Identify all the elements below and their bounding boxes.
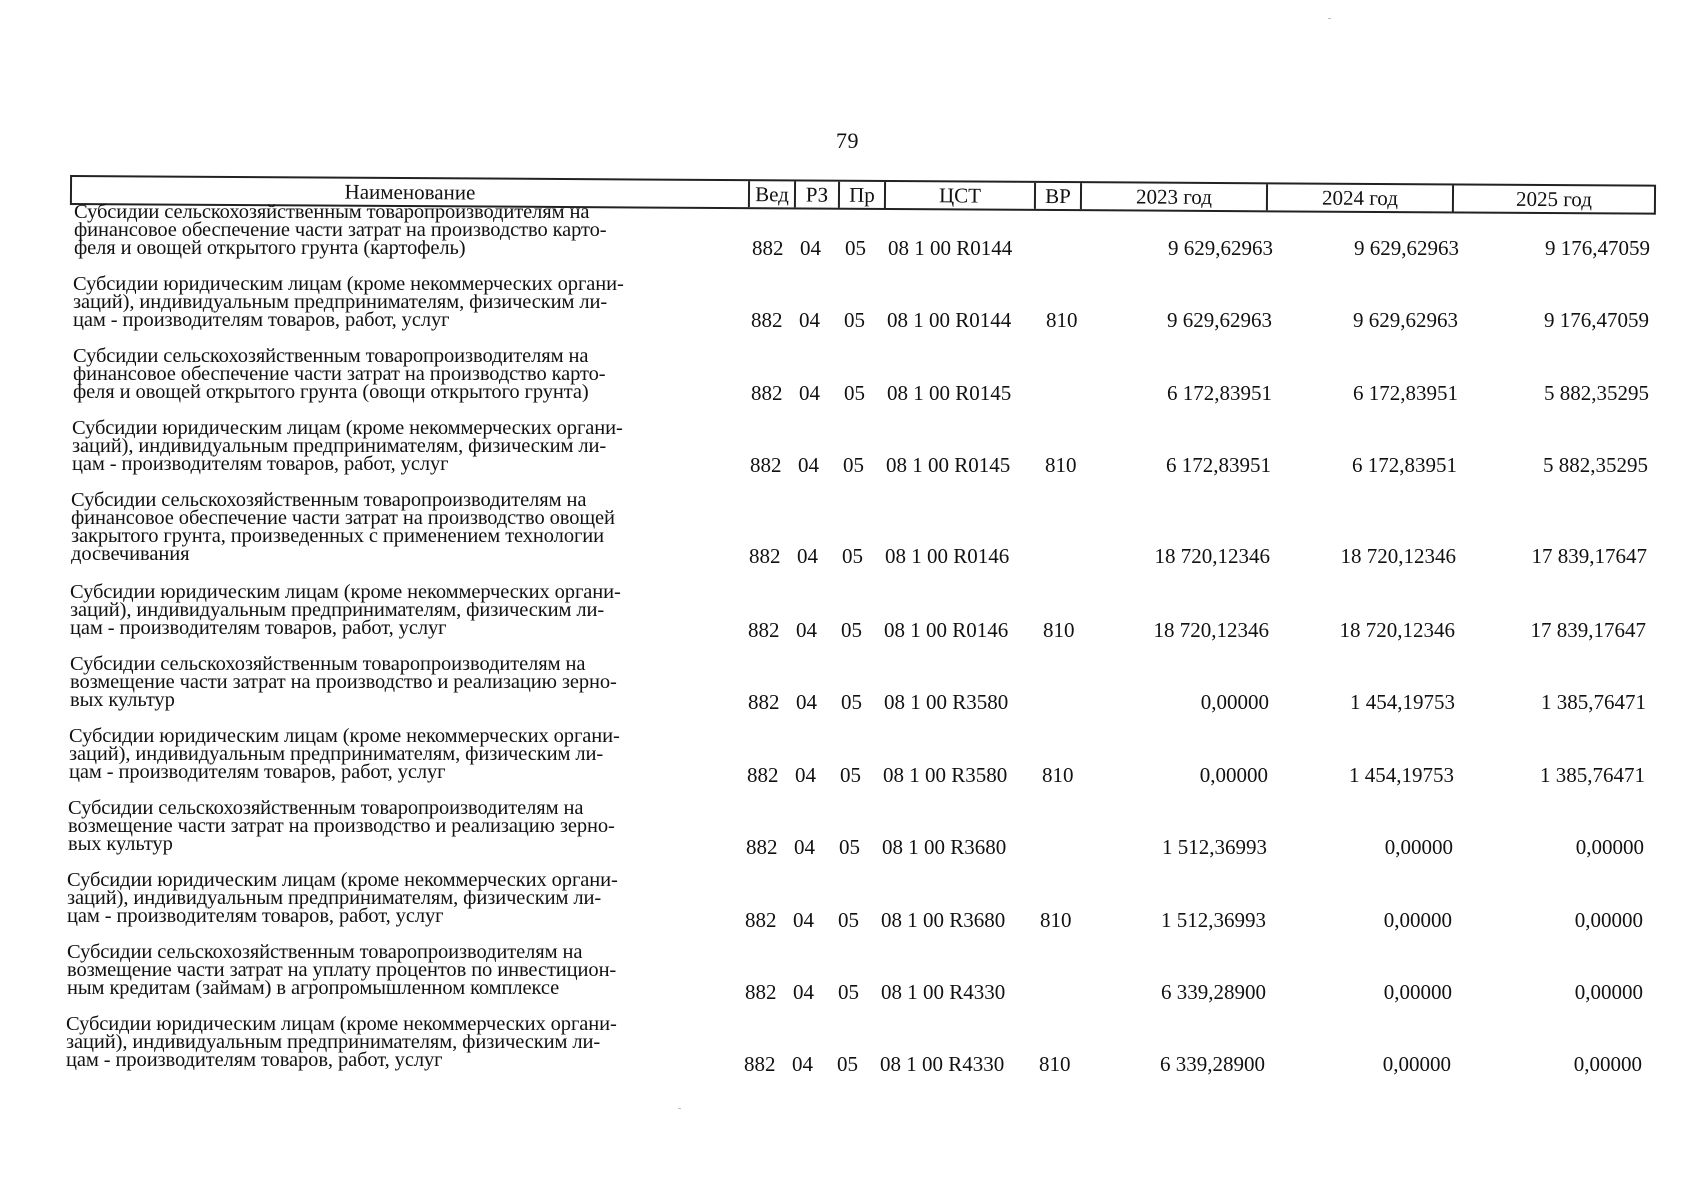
cell-cst: 08 1 00 R3680 xyxy=(881,907,1006,932)
header-2024: 2024 год xyxy=(1268,184,1454,211)
cell-2023: 6 172,83951 xyxy=(1166,453,1271,478)
cell-cst: 08 1 00 R0145 xyxy=(887,380,1012,405)
row-name-line: феля и овощей открытого грунта (овощи открытого грунта) xyxy=(73,381,589,403)
cell-cst: 08 1 00 R3580 xyxy=(883,762,1008,787)
row-name-line: возмещение части затрат на производство и реализацию зерно- xyxy=(70,671,617,693)
cell-ved: 882 xyxy=(745,907,777,932)
cell-2025: 9 176,47059 xyxy=(1545,236,1650,260)
cell-pr: 05 xyxy=(841,618,862,642)
cell-rz: 04 xyxy=(792,1052,813,1077)
table-row xyxy=(0,799,1695,871)
cell-cst: 08 1 00 R4330 xyxy=(881,980,1006,1004)
row-name-line: цам - производителям товаров, работ, услуг xyxy=(67,905,444,927)
table-row xyxy=(0,655,1695,727)
cell-rz: 04 xyxy=(795,762,816,787)
cell-2024: 0,00000 xyxy=(1383,907,1452,932)
row-name-line: вых культур xyxy=(68,833,173,855)
cell-vr: 810 xyxy=(1039,1052,1071,1077)
table-row xyxy=(0,583,1695,655)
cell-2025: 0,00000 xyxy=(1574,980,1643,1004)
cell-ved: 882 xyxy=(751,308,783,333)
cell-2024: 0,00000 xyxy=(1384,835,1453,860)
cell-vr: 810 xyxy=(1040,907,1072,932)
row-name-line: досвечивания xyxy=(71,543,190,565)
row-name xyxy=(67,943,747,997)
row-name xyxy=(71,491,751,563)
cell-ved: 882 xyxy=(747,762,779,787)
cell-ved: 882 xyxy=(751,380,783,405)
row-name xyxy=(73,347,753,401)
row-name-line: заций), индивидуальным предпринимателям, физическим ли- xyxy=(67,887,602,909)
cell-vr: 810 xyxy=(1046,308,1078,333)
row-name-line: Субсидии юридическим лицам (кроме некоммерческих органи- xyxy=(73,273,624,295)
header-2023: 2023 год xyxy=(1082,183,1268,210)
row-name-line: Субсидии юридическим лицам (кроме некоммерческих органи- xyxy=(66,1013,617,1035)
cell-pr: 05 xyxy=(845,236,866,260)
cell-pr: 05 xyxy=(844,308,865,333)
cell-2023: 1 512,36993 xyxy=(1162,835,1267,860)
cell-2023: 18 720,12346 xyxy=(1153,618,1269,642)
row-name xyxy=(70,655,750,709)
cell-pr: 05 xyxy=(841,690,862,715)
cell-ved: 882 xyxy=(745,980,777,1004)
cell-rz: 04 xyxy=(793,907,814,932)
cell-ved: 882 xyxy=(746,835,778,860)
cell-cst: 08 1 00 R3580 xyxy=(884,690,1009,715)
cell-pr: 05 xyxy=(843,453,864,478)
row-name-line: заций), индивидуальным предпринимателям, физическим ли- xyxy=(69,743,604,765)
row-name-line: вых культур xyxy=(70,689,175,711)
row-name-line: цам - производителям товаров, работ, услуг xyxy=(72,453,449,475)
table-row xyxy=(0,1015,1695,1087)
page-number: 79 xyxy=(836,128,859,153)
header-2025: 2025 год xyxy=(1515,186,1592,212)
cell-2023: 0,00000 xyxy=(1199,762,1268,787)
cell-rz: 04 xyxy=(799,380,820,405)
row-name-line: ным кредитам (займам) в агропромышленном комплексе xyxy=(67,977,560,999)
cell-rz: 04 xyxy=(794,835,815,860)
cell-pr: 05 xyxy=(838,980,859,1004)
header-vr: ВР xyxy=(1036,183,1082,209)
row-name-line: цам - производителям товаров, работ, услуг xyxy=(70,617,447,639)
row-name-line: феля и овощей открытого грунта (картофель) xyxy=(74,237,466,259)
cell-cst: 08 1 00 R3680 xyxy=(882,835,1007,860)
table-row xyxy=(0,727,1695,799)
row-name xyxy=(66,1015,746,1069)
cell-rz: 04 xyxy=(799,308,820,333)
row-name-line: финансовое обеспечение части затрат на производство карто- xyxy=(73,363,606,385)
row-name-line: Субсидии юридическим лицам (кроме некоммерческих органи- xyxy=(67,869,618,891)
header-ved: Вед xyxy=(750,181,796,207)
cell-2025: 0,00000 xyxy=(1575,835,1644,860)
cell-2023: 9 629,62963 xyxy=(1167,308,1272,333)
row-name-line: Субсидии сельскохозяйственным товаропроизводителям на xyxy=(74,201,590,223)
row-name xyxy=(69,727,749,781)
row-name-line: Субсидии юридическим лицам (кроме некоммерческих органи- xyxy=(69,725,620,747)
cell-vr: 810 xyxy=(1045,453,1077,478)
cell-ved: 882 xyxy=(749,543,781,568)
cell-2023: 0,00000 xyxy=(1200,690,1269,715)
cell-cst: 08 1 00 R0144 xyxy=(888,236,1013,260)
scan-speck xyxy=(1328,18,1331,19)
cell-ved: 882 xyxy=(750,453,782,478)
cell-2024: 18 720,12346 xyxy=(1339,618,1455,642)
cell-pr: 05 xyxy=(839,835,860,860)
row-name-line: финансовое обеспечение части затрат на производство овощей xyxy=(71,507,615,529)
row-name-line: Субсидии сельскохозяйственным товаропроизводителям на xyxy=(67,941,583,963)
cell-2025: 5 882,35295 xyxy=(1543,453,1648,478)
cell-ved: 882 xyxy=(752,236,784,260)
cell-2023: 1 512,36993 xyxy=(1161,907,1266,932)
cell-2024: 9 629,62963 xyxy=(1354,236,1459,260)
row-name-line: финансовое обеспечение части затрат на производство карто- xyxy=(74,219,607,241)
cell-2024: 6 172,83951 xyxy=(1353,380,1458,405)
cell-cst: 08 1 00 R0146 xyxy=(884,618,1009,642)
cell-pr: 05 xyxy=(844,380,865,405)
header-name: Наименование xyxy=(72,177,750,207)
row-name-line: возмещение части затрат на производство и реализацию зерно- xyxy=(68,815,615,837)
table-row xyxy=(0,203,1695,275)
row-name xyxy=(74,203,754,257)
row-name-line: цам - производителям товаров, работ, услуг xyxy=(69,761,446,783)
cell-2025: 17 839,17647 xyxy=(1531,543,1647,568)
row-name-line: Субсидии сельскохозяйственным товаропроизводителям на xyxy=(68,797,584,819)
row-name-line: Субсидии сельскохозяйственным товаропроизводителям на xyxy=(70,653,586,675)
table-row xyxy=(0,347,1695,419)
cell-2025: 17 839,17647 xyxy=(1530,618,1646,642)
cell-vr: 810 xyxy=(1043,618,1075,642)
header-cst: ЦСТ xyxy=(886,182,1036,209)
row-name-line: Субсидии юридическим лицам (кроме некоммерческих органи- xyxy=(70,581,621,603)
cell-pr: 05 xyxy=(837,1052,858,1077)
row-name-line: заций), индивидуальным предпринимателям, физическим ли- xyxy=(72,435,607,457)
cell-rz: 04 xyxy=(796,690,817,715)
table-row xyxy=(0,275,1695,347)
cell-2023: 6 339,28900 xyxy=(1160,1052,1265,1077)
cell-2025: 0,00000 xyxy=(1574,907,1643,932)
cell-rz: 04 xyxy=(796,618,817,642)
cell-2024: 0,00000 xyxy=(1383,980,1452,1004)
cell-2025: 1 385,76471 xyxy=(1540,762,1645,787)
cell-rz: 04 xyxy=(800,236,821,260)
cell-2024: 6 172,83951 xyxy=(1352,453,1457,478)
cell-pr: 05 xyxy=(842,543,863,568)
row-name xyxy=(72,419,752,473)
cell-cst: 08 1 00 R0146 xyxy=(885,543,1010,568)
scan-speck xyxy=(678,1108,681,1109)
row-name-line: цам - производителям товаров, работ, услуг xyxy=(73,309,450,331)
row-name-line: цам - производителям товаров, работ, услуг xyxy=(66,1049,443,1071)
cell-cst: 08 1 00 R0145 xyxy=(886,453,1011,478)
cell-rz: 04 xyxy=(793,980,814,1004)
cell-cst: 08 1 00 R4330 xyxy=(880,1052,1005,1077)
row-name-line: Субсидии сельскохозяйственным товаропроизводителям на xyxy=(71,489,587,511)
cell-vr: 810 xyxy=(1042,762,1074,787)
cell-2024: 9 629,62963 xyxy=(1353,308,1458,333)
cell-2024: 18 720,12346 xyxy=(1340,543,1456,568)
cell-2023: 6 339,28900 xyxy=(1161,980,1266,1004)
cell-cst: 08 1 00 R0144 xyxy=(887,308,1012,333)
table-row xyxy=(0,871,1695,943)
cell-2023: 9 629,62963 xyxy=(1168,236,1273,260)
cell-pr: 05 xyxy=(838,907,859,932)
row-name-line: заций), индивидуальным предпринимателям, физическим ли- xyxy=(73,291,608,313)
cell-ved: 882 xyxy=(744,1052,776,1077)
cell-2025: 0,00000 xyxy=(1573,1052,1642,1077)
table-row xyxy=(0,489,1695,568)
row-name-line: Субсидии сельскохозяйственным товаропроизводителям на xyxy=(73,345,589,367)
row-name xyxy=(70,583,750,637)
cell-2025: 5 882,35295 xyxy=(1544,380,1649,405)
header-pr: Пр xyxy=(840,182,886,208)
table-row xyxy=(0,943,1695,1015)
cell-2025: 9 176,47059 xyxy=(1544,308,1649,333)
cell-2024: 1 454,19753 xyxy=(1350,690,1455,715)
row-name-line: заций), индивидуальным предпринимателям, физическим ли- xyxy=(66,1031,601,1053)
row-name-line: возмещение части затрат на уплату процентов по инвестицион- xyxy=(67,959,617,981)
row-name xyxy=(73,275,753,329)
cell-rz: 04 xyxy=(797,543,818,568)
cell-2024: 0,00000 xyxy=(1382,1052,1451,1077)
row-name-line: закрытого грунта, произведенных с применением технологии xyxy=(71,525,605,547)
table-row xyxy=(0,419,1695,491)
cell-2023: 6 172,83951 xyxy=(1167,380,1272,405)
row-name xyxy=(67,871,747,925)
cell-rz: 04 xyxy=(798,453,819,478)
cell-2025: 1 385,76471 xyxy=(1541,690,1646,715)
row-name-line: Субсидии юридическим лицам (кроме некоммерческих органи- xyxy=(72,417,623,439)
row-name-line: заций), индивидуальным предпринимателям, физическим ли- xyxy=(70,599,605,621)
row-name xyxy=(68,799,748,853)
cell-pr: 05 xyxy=(840,762,861,787)
cell-ved: 882 xyxy=(748,690,780,715)
header-rz: РЗ xyxy=(796,181,840,207)
cell-ved: 882 xyxy=(748,618,780,642)
cell-2023: 18 720,12346 xyxy=(1154,543,1270,568)
cell-2024: 1 454,19753 xyxy=(1349,762,1454,787)
